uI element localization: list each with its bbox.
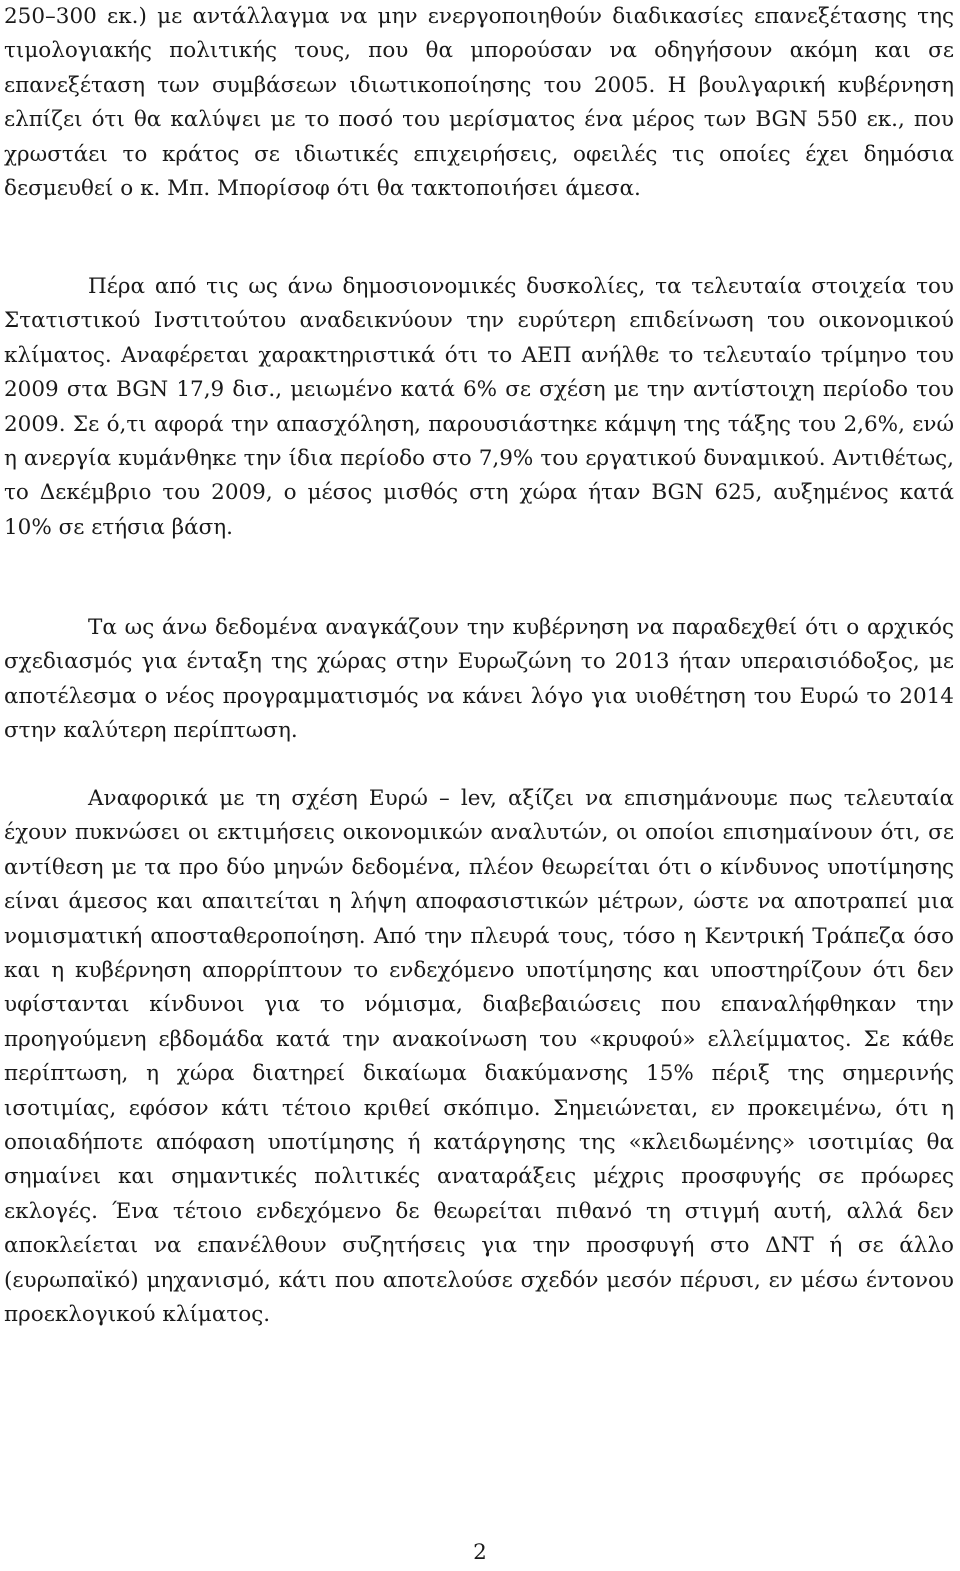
paragraph-2: Πέρα από τις ως άνω δημοσιονομικές δυσκολίες, τα τελευταία στοιχεία του Στατιστικού Ινστιτούτου αναδεικνύουν την ευρύτερη επιδείνωση του οικονομικού κλίματος. Αναφέρεται χαρακτηριστικά ότι το ΑΕΠ ανήλθε το τελευταίο τρίμηνο του 2009 στα BGN 17,9 δισ., μειωμένο κατά 6% σε σχέση με την αντίστοιχη περίοδο του 2009. Σε ό,τι αφορά την απασχόληση, παρουσιάστηκε κάμψη της τάξης του 2,6%, ενώ η ανεργία κυμάνθηκε την ίδια περίοδο στο 7,9% του εργατικού δυναμικού. Αντιθέτως, το Δεκέμβριο του 2009, ο μέσος μισθός στη χώρα ήταν BGN 625, αυξημένος κατά 10% σε ετήσια βάση. — [4, 274, 954, 540]
paragraph-4: Αναφορικά με τη σχέση Ευρώ – lev, αξίζει να επισημάνουμε πως τελευταία έχουν πυκνώσει οι εκτιμήσεις οικονομικών αναλυτών, οι οποίοι επισημαίνουν ότι, σε αντίθεση με τα προ δύο μηνών δεδομένα, πλέον θεωρείται ότι ο κίνδυνος υποτίμησης είναι άμεσος και απαιτείται η λήψη αποφασιστικών μέτρων, ώστε να αποτραπεί μια νομισματική αποσταθεροποίηση. Από την πλευρά τους, τόσο η Κεντρική Τράπεζα όσο και η κυβέρνηση απορρίπτουν το ενδεχόμενο υποτίμησης και υποστηρίζουν ότι δεν υφίστανται κίνδυνοι για το νόμισμα, διαβεβαιώσεις που επαναλήφθηκαν την προηγούμενη εβδομάδα κατά την ανακοίνωση του «κρυφού» ελλείμματος. Σε κάθε περίπτωση, η χώρα διατηρεί δικαίωμα διακύμανσης 15% πέριξ της σημερινής ισοτιμίας, εφόσον κάτι τέτοιο κριθεί σκόπιμο. Σημειώνεται, εν προκειμένω, ότι η οποιαδήποτε απόφαση υποτίμησης ή κατάργησης της «κλειδωμένης» ισοτιμίας θα σημαίνει και σημαντικές πολιτικές αναταράξεις μέχρις προσφυγής σε πρόωρες εκλογές. Ένα τέτοιο ενδεχόμενο δε θεωρείται πιθανό τη στιγμή αυτή, αλλά δεν αποκλείεται να επανέλθουν συζητήσεις για την προσφυγή στο ΔΝΤ ή σε άλλο (ευρωπαϊκό) μηχανισμό, κάτι που αποτελούσε σχεδόν μεσόν πέρυσι, εν μέσω έντονου προεκλογικού κλίματος. — [4, 786, 954, 1328]
paragraph-1: 250–300 εκ.) με αντάλλαγμα να μην ενεργοποιηθούν διαδικασίες επανεξέτασης της τιμολογιακής πολιτικής τους, που θα μπορούσαν να οδηγήσουν ακόμη και σε επανεξέταση των συμβάσεων ιδιωτικοποίησης του 2005. Η βουλγαρική κυβέρνηση ελπίζει ότι θα καλύψει με το ποσό του μερίσματος ένα μέρος των BGN 550 εκ., που χρωστάει το κράτος σε ιδιωτικές επιχειρήσεις, οφειλές τις οποίες έχει δημόσια δεσμευθεί ο κ. Μπ. Μπορίσοφ ότι θα τακτοποιήσει άμεσα. — [4, 4, 954, 202]
page-number: 2 — [473, 1540, 487, 1565]
paragraph-3: Τα ως άνω δεδομένα αναγκάζουν την κυβέρνηση να παραδεχθεί ότι ο αρχικός σχεδιασμός για ένταξη της χώρας στην Ευρωζώνη το 2013 ήταν υπεραισιόδοξος, με αποτέλεσμα ο νέος προγραμματισμός να κάνει λόγο για υιοθέτηση του Ευρώ το 2014 στην καλύτερη περίπτωση. — [4, 615, 954, 744]
